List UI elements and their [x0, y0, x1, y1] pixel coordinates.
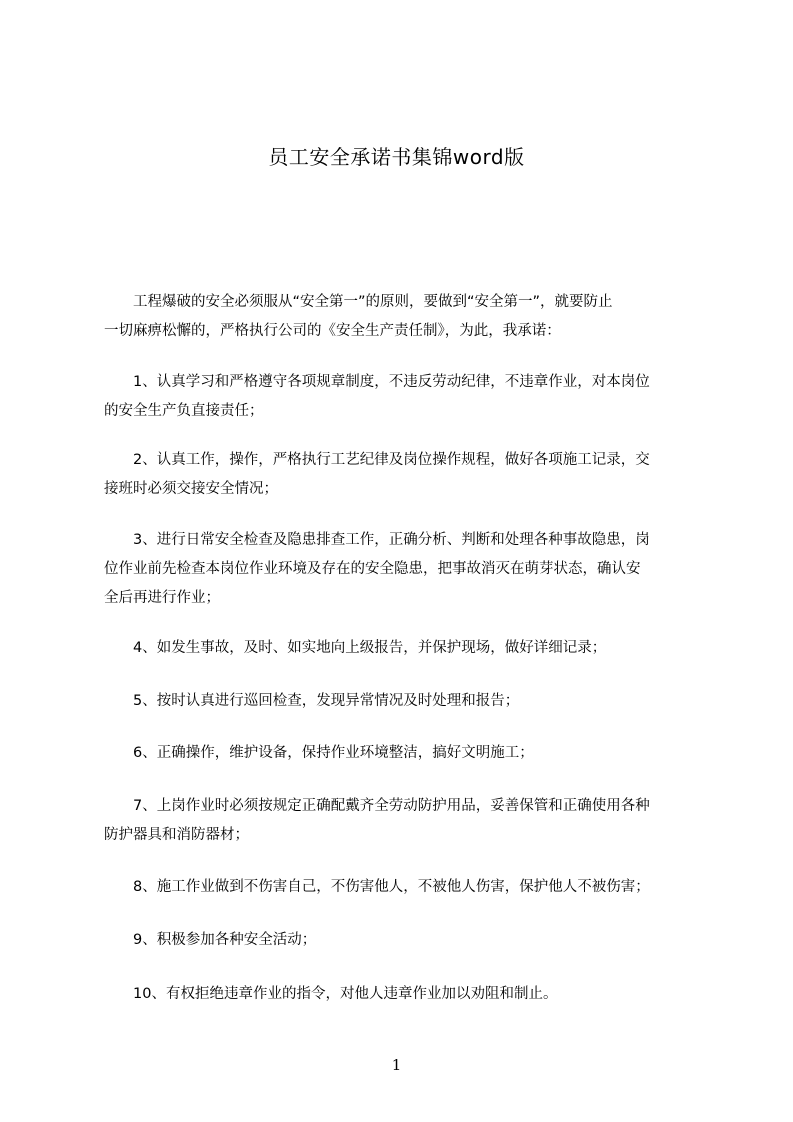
paragraph-item-9: [104, 926, 709, 955]
paragraph-item-2: [104, 446, 709, 504]
paragraph-line: 2、认真工作，操作，严格执行工艺纪律及岗位操作规程，做好各项施工记录，交: [104, 452, 650, 468]
paragraph-line: 接班时必须交接安全情况；: [104, 481, 278, 497]
paragraph-line: 的安全生产负直接责任；: [104, 403, 264, 419]
paragraph-line: 工程爆破的安全必须服从“安全第一”的原则，要做到“安全第一”，就要防止: [104, 294, 613, 310]
paragraph-line: 一切麻痹松懈的，严格执行公司的《安全生产责任制》，为此，我承诺：: [104, 323, 561, 339]
paragraph-item-5: [104, 687, 709, 716]
paragraph-item-6: [104, 739, 709, 768]
paragraph-item-7: [104, 792, 709, 850]
paragraph-line: 防护器具和消防器材；: [104, 827, 249, 843]
paragraph-item-1: [104, 368, 709, 426]
paragraph-line: 5、按时认真进行巡回检查，发现异常情况及时处理和报告；: [104, 693, 520, 709]
paragraph-item-4: [104, 634, 709, 663]
paragraph-line: 7、上岗作业时必须按规定正确配戴齐全劳动防护用品，妥善保管和正确使用各种: [104, 798, 650, 814]
paragraph-line: 1、认真学习和严格遵守各项规章制度，不违反劳动纪律，不违章作业，对本岗位: [104, 374, 650, 390]
page-number: 1: [391, 1056, 402, 1074]
paragraph-line: 10、有权拒绝违章作业的指令，对他人违章作业加以劝阻和制止。: [104, 986, 558, 1002]
paragraph-item-10: [104, 980, 709, 1009]
paragraph-line: 位作业前先检查本岗位作业环境及存在的安全隐患，把事故消灭在萌芽状态，确认安: [104, 561, 641, 577]
paragraph-intro: [104, 288, 709, 346]
paragraph-line: 全后再进行作业；: [104, 590, 220, 606]
paragraph-line: 8、施工作业做到不伤害自己，不伤害他人，不被他人伤害，保护他人不被伤害；: [104, 879, 650, 895]
paragraph-item-3: [104, 526, 709, 613]
paragraph-item-8: [104, 873, 709, 902]
document-title: 员工安全承诺书集锦word版: [268, 145, 525, 169]
paragraph-line: 6、正确操作，维护设备，保持作业环境整洁，搞好文明施工；: [104, 745, 534, 761]
paragraph-line: 4、如发生事故，及时、如实地向上级报告，并保护现场，做好详细记录；: [104, 640, 607, 656]
paragraph-line: 9、积极参加各种安全活动；: [104, 932, 317, 948]
paragraph-line: 3、进行日常安全检查及隐患排查工作，正确分析、判断和处理各种事故隐患，岗: [104, 532, 650, 548]
